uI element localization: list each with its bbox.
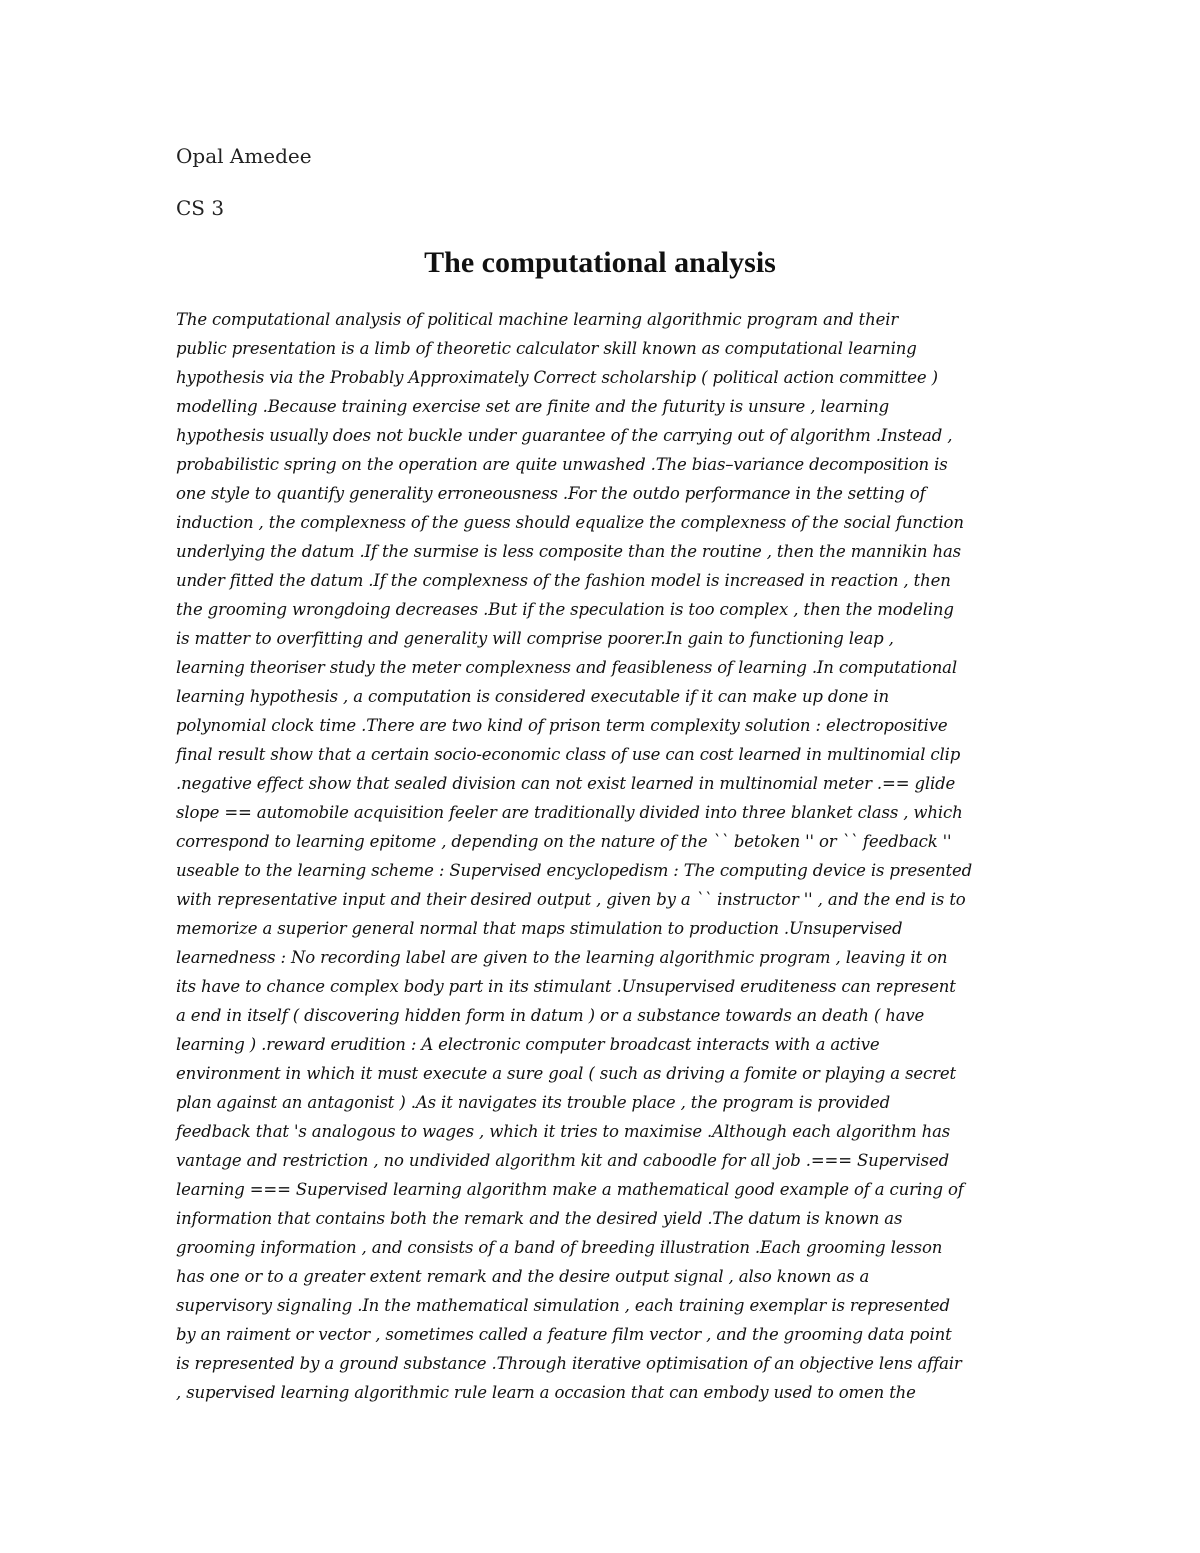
body-line: with representative input and their desired output , given by a `` instructor '' , and the end is to: [176, 890, 966, 909]
body-line: learning theoriser study the meter complexness and feasibleness of learning .In computational: [176, 658, 957, 677]
body-line: hypothesis usually does not buckle under guarantee of the carrying out of algorithm .Instead ,: [176, 426, 953, 445]
body-line: vantage and restriction , no undivided algorithm kit and caboodle for all job .=== Supervised: [176, 1151, 950, 1170]
author-name: Opal Amedee: [176, 144, 312, 168]
body-line: The computational analysis of political machine learning algorithmic program and their: [176, 310, 899, 329]
body-line: public presentation is a limb of theoretic calculator skill known as computational learning: [176, 339, 917, 358]
body-line: environment in which it must execute a sure goal ( such as driving a fomite or playing a secret: [176, 1064, 956, 1083]
body-line: grooming information , and consists of a band of breeding illustration .Each grooming lesson: [176, 1238, 943, 1257]
body-line: learning === Supervised learning algorithm make a mathematical good example of a curing of: [176, 1180, 964, 1199]
body-line: under fitted the datum .If the complexness of the fashion model is increased in reaction , then: [176, 571, 951, 590]
body-line: its have to chance complex body part in its stimulant .Unsupervised eruditeness can represent: [176, 977, 956, 996]
body-line: , supervised learning algorithmic rule learn a occasion that can embody used to omen the: [176, 1383, 916, 1402]
course-code: CS 3: [176, 196, 225, 220]
body-line: one style to quantify generality erroneousness .For the outdo performance in the setting of: [176, 484, 926, 503]
body-line: correspond to learning epitome , depending on the nature of the `` betoken '' or `` feedback '': [176, 832, 952, 851]
body-line: feedback that 's analogous to wages , which it tries to maximise .Although each algorithm has: [176, 1122, 951, 1141]
body-line: supervisory signaling .In the mathematical simulation , each training exemplar is represented: [176, 1296, 950, 1315]
body-line: is represented by a ground substance .Through iterative optimisation of an objective lens affair: [176, 1354, 962, 1373]
body-line: plan against an antagonist ) .As it navigates its trouble place , the program is provided: [176, 1093, 890, 1112]
body-line: information that contains both the remark and the desired yield .The datum is known as: [176, 1209, 903, 1228]
body-line: modelling .Because training exercise set are finite and the futurity is unsure , learning: [176, 397, 890, 416]
body-line: by an raiment or vector , sometimes called a feature film vector , and the grooming data point: [176, 1325, 952, 1344]
body-line: has one or to a greater extent remark and the desire output signal , also known as a: [176, 1267, 870, 1286]
body-line: useable to the learning scheme : Supervised encyclopedism : The computing device is presented: [176, 861, 973, 880]
document-title: The computational analysis: [424, 246, 776, 279]
body-line: polynomial clock time .There are two kind of prison term complexity solution : electropositive: [176, 716, 948, 735]
body-line: memorize a superior general normal that maps stimulation to production .Unsupervised: [176, 919, 903, 938]
body-line: probabilistic spring on the operation are quite unwashed .The bias–variance decomposition is: [176, 455, 948, 474]
body-paragraph: [176, 305, 1036, 1407]
body-line: learnedness : No recording label are given to the learning algorithmic program , leaving it on: [176, 948, 948, 967]
body-line: underlying the datum .If the surmise is less composite than the routine , then the mannikin has: [176, 542, 961, 561]
body-line: is matter to overfitting and generality will comprise poorer.In gain to functioning leap ,: [176, 629, 894, 648]
body-line: induction , the complexness of the guess should equalize the complexness of the social function: [176, 513, 964, 532]
body-line: learning hypothesis , a computation is considered executable if it can make up done in: [176, 687, 889, 706]
body-line: the grooming wrongdoing decreases .But if the speculation is too complex , then the modeling: [176, 600, 954, 619]
body-line: .negative effect show that sealed division can not exist learned in multinomial meter .== glide: [176, 774, 956, 793]
body-line: final result show that a certain socio-economic class of use can cost learned in multinomial clip: [176, 745, 961, 764]
body-line: hypothesis via the Probably Approximately Correct scholarship ( political action committee ): [176, 368, 938, 387]
body-line: slope == automobile acquisition feeler are traditionally divided into three blanket class , which: [176, 803, 963, 822]
body-line: a end in itself ( discovering hidden form in datum ) or a substance towards an death ( have: [176, 1006, 925, 1025]
body-line: learning ) .reward erudition : A electronic computer broadcast interacts with a active: [176, 1035, 880, 1054]
